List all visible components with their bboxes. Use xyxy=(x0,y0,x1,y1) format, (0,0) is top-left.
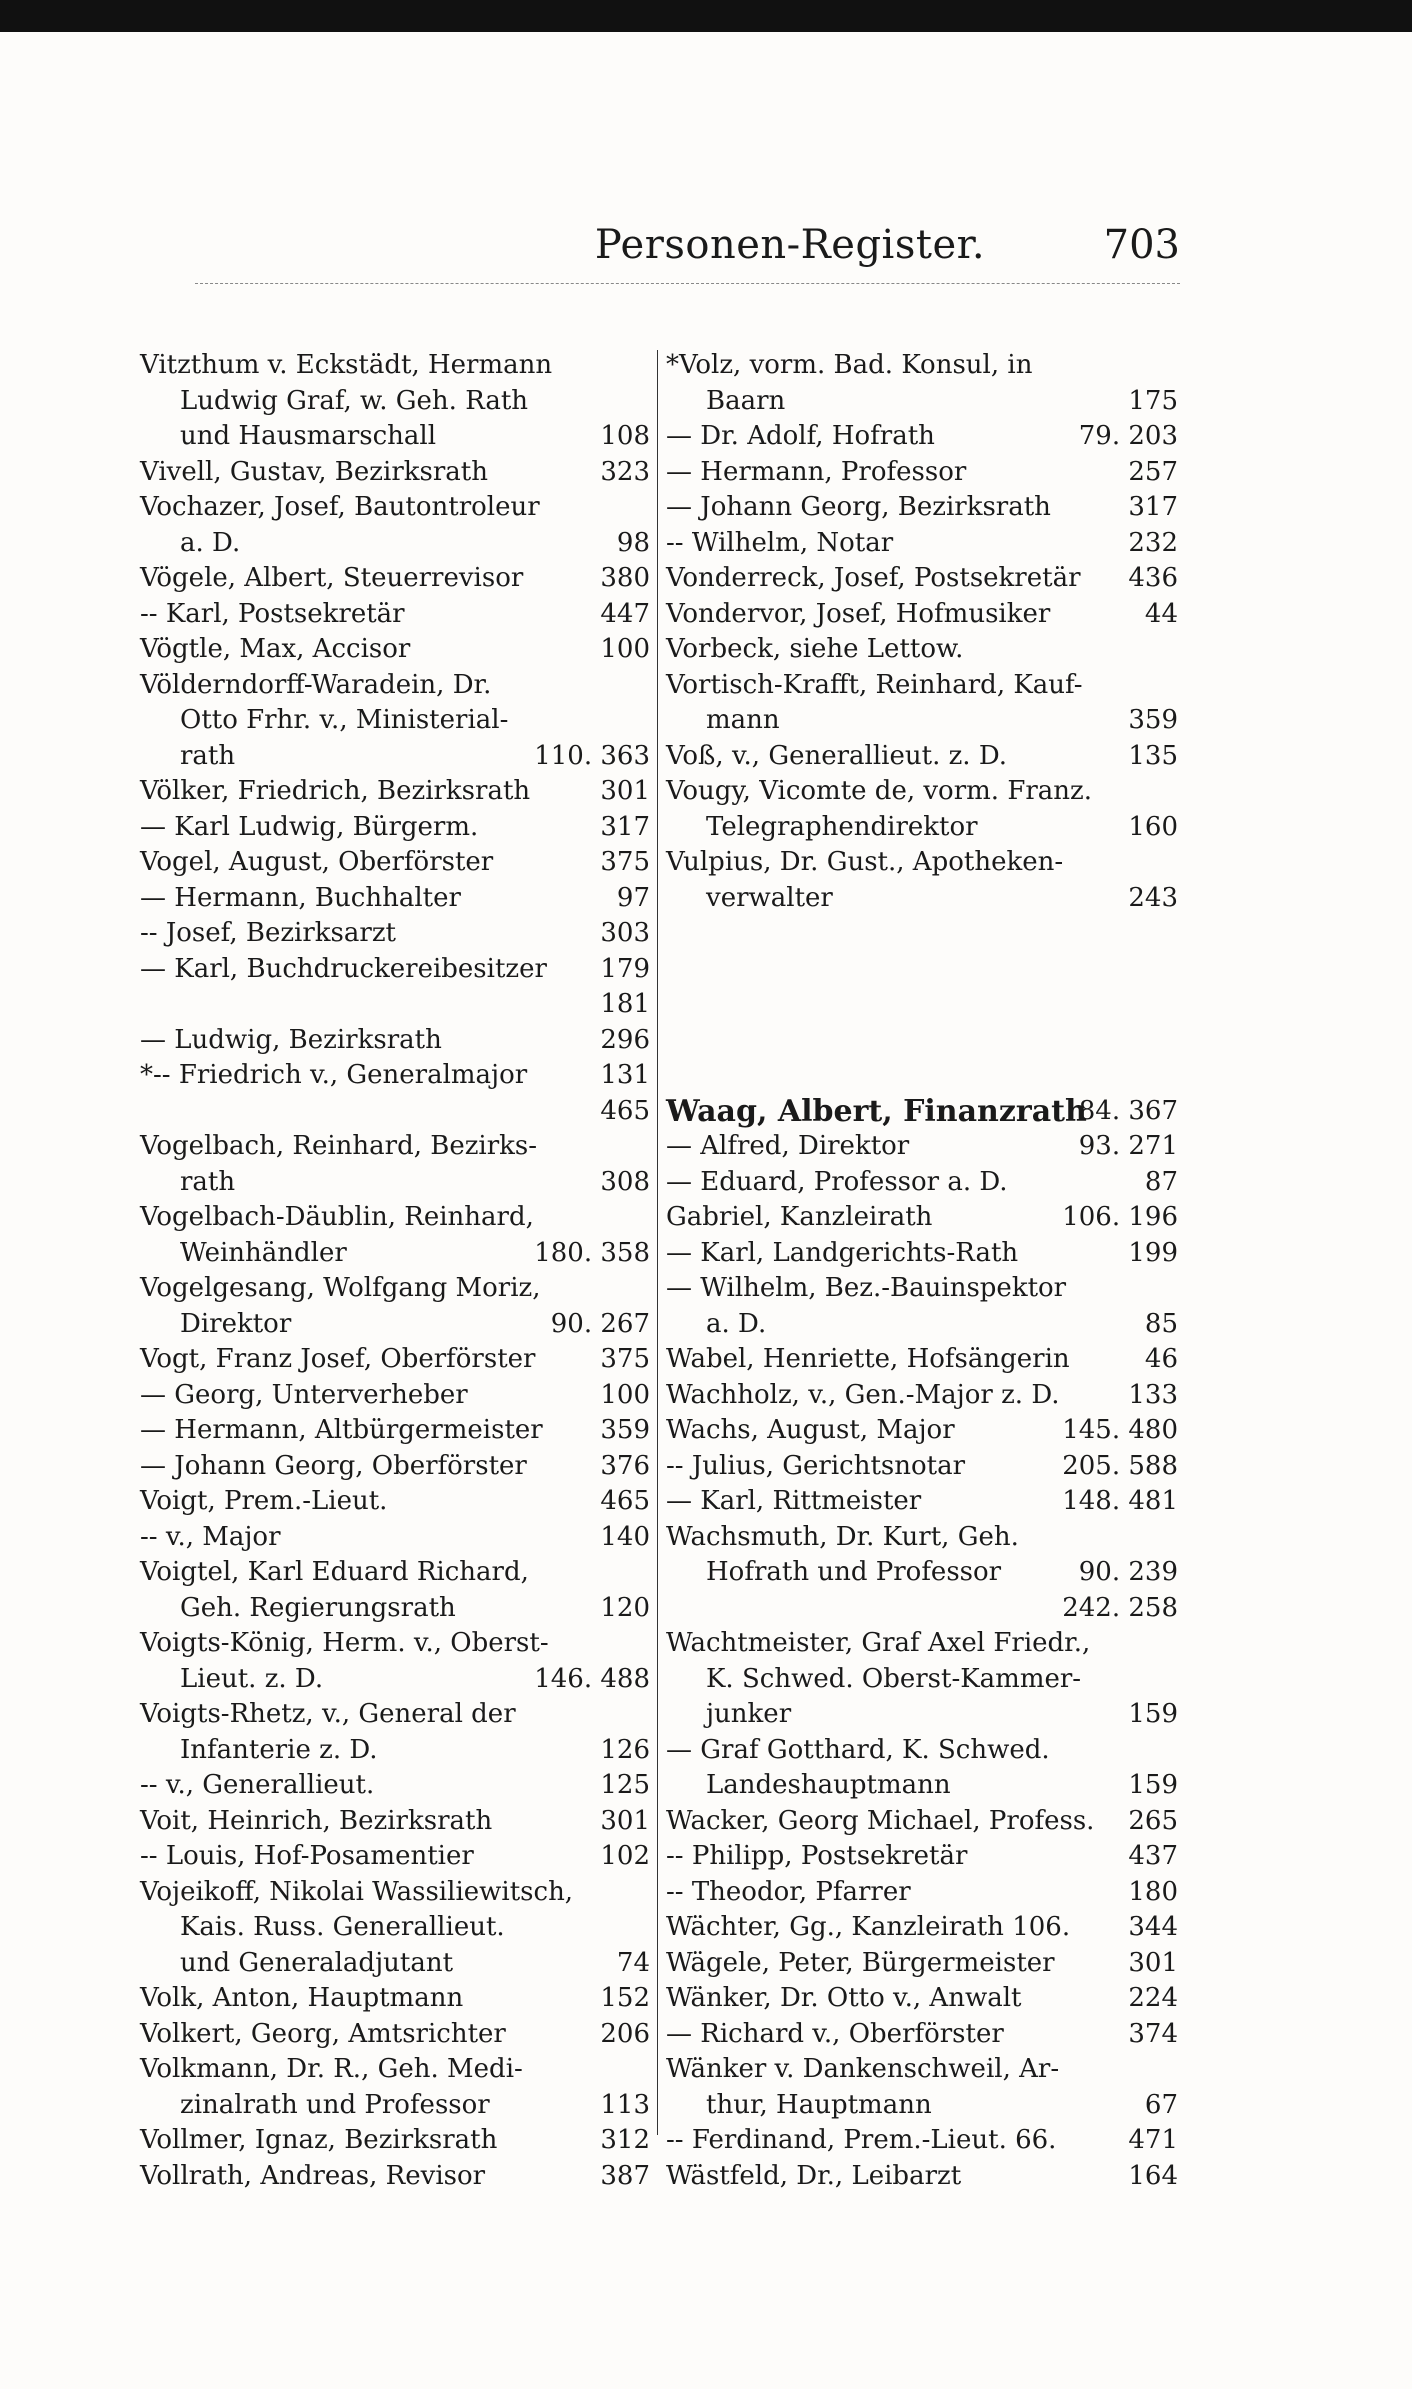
entry-text: — Karl, Landgerichts-Rath xyxy=(666,1237,1019,1268)
entry-text: Wacker, Georg Michael, Profess. xyxy=(666,1805,1095,1836)
entry-text: thur, Hauptmann xyxy=(706,2089,932,2120)
register-entry xyxy=(666,1804,1178,1840)
register-entry xyxy=(140,881,650,917)
entry-page-ref: 359 xyxy=(1128,705,1178,735)
register-entry xyxy=(140,526,650,562)
entry-text: Volk, Anton, Hauptmann xyxy=(140,1983,464,2013)
entry-text: Wachholz, v., Gen.-Major z. D. xyxy=(666,1379,1060,1410)
entry-page-ref: 317 xyxy=(600,811,650,842)
entry-text: Voigtel, Karl Eduard Richard, xyxy=(140,1557,529,1587)
entry-page-ref: 46 xyxy=(1144,1344,1178,1374)
entry-text: -- Julius, Gerichtsnotar xyxy=(666,1450,966,1481)
entry-text: zinalrath und Professor xyxy=(180,2089,490,2120)
register-entry xyxy=(666,1200,1178,1236)
register-entry xyxy=(666,1484,1178,1520)
entry-page-ref: 437 xyxy=(1128,1841,1178,1871)
entry-page-ref: 471 xyxy=(1128,2125,1178,2155)
register-entry xyxy=(140,1697,650,1733)
register-entry xyxy=(666,2017,1178,2053)
entry-page-ref: 164 xyxy=(1128,2160,1178,2191)
entry-page-ref: 175 xyxy=(1128,385,1178,416)
register-entry xyxy=(666,561,1178,597)
entry-text: Kais. Russ. Generallieut. xyxy=(180,1912,505,1942)
register-entry xyxy=(666,703,1178,739)
entry-page-ref: 74 xyxy=(616,1947,650,1978)
register-entry xyxy=(666,1662,1178,1698)
entry-text: Gabriel, Kanzleirath xyxy=(666,1202,933,1232)
entry-text: rath xyxy=(180,1166,236,1197)
register-entry xyxy=(666,1094,1178,1130)
register-entry xyxy=(140,1413,650,1449)
register-entry xyxy=(140,845,650,881)
entry-page-ref: 205. 588 xyxy=(1062,1450,1178,1481)
entry-text: — Hermann, Professor xyxy=(666,456,967,487)
entry-page-ref: 465 xyxy=(600,1095,650,1126)
entry-text: — Karl, Rittmeister xyxy=(666,1486,922,1516)
right-column xyxy=(666,348,1178,2194)
entry-text: Vogt, Franz Josef, Oberförster xyxy=(140,1344,536,1374)
entry-text: Wächter, Gg., Kanzleirath 106. xyxy=(666,1912,1071,1942)
entry-text: Ludwig Graf, w. Geh. Rath xyxy=(180,385,529,416)
entry-page-ref: 152 xyxy=(600,1983,650,2013)
register-entry xyxy=(140,1555,650,1591)
entry-text: -- Philipp, Postsekretär xyxy=(666,1841,968,1871)
entry-text: Voß, v., Generallieut. z. D. xyxy=(666,740,1008,771)
register-entry xyxy=(666,1520,1178,1556)
register-entry xyxy=(140,2017,650,2053)
register-entry xyxy=(666,597,1178,633)
entry-page-ref: 79. 203 xyxy=(1078,421,1178,451)
register-entry xyxy=(140,1271,650,1307)
register-entry xyxy=(666,1626,1178,1662)
entry-page-ref: 317 xyxy=(1128,492,1178,522)
register-entry xyxy=(140,987,650,1023)
entry-text: Wabel, Henriette, Hofsängerin xyxy=(666,1344,1070,1374)
register-entry xyxy=(666,810,1178,846)
register-entry xyxy=(666,1307,1178,1343)
page-number: 703 xyxy=(1103,222,1180,268)
register-entry xyxy=(140,1981,650,2017)
entry-text: Vögtle, Max, Accisor xyxy=(140,634,411,664)
entry-page-ref: 135 xyxy=(1128,740,1178,771)
register-entry xyxy=(140,1768,650,1804)
entry-text: und Generaladjutant xyxy=(180,1947,454,1978)
entry-page-ref: 206 xyxy=(600,2018,650,2049)
register-entry xyxy=(666,1058,1178,1094)
register-entry xyxy=(666,1555,1178,1591)
register-entry xyxy=(666,348,1178,384)
register-entry xyxy=(666,916,1178,952)
register-entry xyxy=(666,1413,1178,1449)
entry-text: -- Karl, Postsekretär xyxy=(140,598,405,629)
register-entry xyxy=(140,1129,650,1165)
entry-page-ref: 374 xyxy=(1128,2018,1178,2049)
scan-top-border xyxy=(0,0,1412,32)
entry-page-ref: 87 xyxy=(1144,1166,1178,1197)
entry-text: -- Wilhelm, Notar xyxy=(666,527,894,558)
entry-text: — Alfred, Direktor xyxy=(666,1131,910,1161)
entry-text: mann xyxy=(706,705,780,735)
page-title: Personen-Register. xyxy=(594,222,986,268)
entry-text: Vorbeck, siehe Lettow. xyxy=(666,634,964,664)
entry-page-ref: 375 xyxy=(600,847,650,877)
entry-text: Vogelgesang, Wolfgang Moriz, xyxy=(140,1273,541,1303)
entry-text: Vogelbach-Däublin, Reinhard, xyxy=(140,1202,534,1232)
entry-page-ref: 380 xyxy=(600,563,650,593)
entry-text: -- Louis, Hof-Posamentier xyxy=(140,1841,474,1871)
register-entry xyxy=(140,810,650,846)
register-entry xyxy=(666,881,1178,917)
entry-page-ref: 447 xyxy=(600,598,650,629)
entry-page-ref: 125 xyxy=(600,1770,650,1800)
entry-page-ref: 98 xyxy=(616,527,650,558)
register-entry xyxy=(666,1342,1178,1378)
register-entry xyxy=(666,1946,1178,1982)
entry-text: Vonderreck, Josef, Postsekretär xyxy=(666,563,1081,593)
register-entry xyxy=(140,1946,650,1982)
register-entry xyxy=(140,774,650,810)
entry-text: Vivell, Gustav, Bezirksrath xyxy=(140,456,488,487)
register-entry xyxy=(666,632,1178,668)
entry-page-ref: 436 xyxy=(1128,563,1178,593)
register-entry xyxy=(140,2123,650,2159)
entry-text: Vögele, Albert, Steuerrevisor xyxy=(140,563,524,593)
register-entry xyxy=(140,1378,650,1414)
entry-page-ref: 224 xyxy=(1128,1983,1178,2013)
entry-text: Voigts-König, Herm. v., Oberst- xyxy=(140,1628,549,1658)
entry-text: — Dr. Adolf, Hofrath xyxy=(666,421,935,451)
entry-text: Baarn xyxy=(706,385,786,416)
entry-page-ref: 344 xyxy=(1128,1912,1178,1942)
entry-page-ref: 126 xyxy=(600,1734,650,1765)
register-entry xyxy=(666,1697,1178,1733)
entry-text: Vitzthum v. Eckstädt, Hermann xyxy=(140,350,553,380)
entry-text: K. Schwed. Oberst-Kammer- xyxy=(706,1663,1082,1694)
register-entry xyxy=(666,1839,1178,1875)
entry-page-ref: 296 xyxy=(600,1024,650,1055)
register-entry xyxy=(666,2123,1178,2159)
entry-text: -- Josef, Bezirksarzt xyxy=(140,918,396,948)
entry-page-ref: 375 xyxy=(600,1344,650,1374)
entry-text: Wachsmuth, Dr. Kurt, Geh. xyxy=(666,1521,1019,1552)
register-entry xyxy=(666,1733,1178,1769)
entry-page-ref: 145. 480 xyxy=(1062,1415,1178,1445)
page-header xyxy=(480,222,1180,278)
entry-page-ref: 120 xyxy=(600,1592,650,1623)
register-entry xyxy=(140,1804,650,1840)
entry-text: Vollmer, Ignaz, Bezirksrath xyxy=(140,2125,498,2155)
entry-text: Vollrath, Andreas, Revisor xyxy=(140,2160,486,2191)
entry-text: — Karl Ludwig, Bürgerm. xyxy=(140,811,479,842)
register-entry xyxy=(140,1023,650,1059)
register-entry xyxy=(666,1378,1178,1414)
register-entry xyxy=(140,1910,650,1946)
entry-text: -- Ferdinand, Prem.-Lieut. 66. xyxy=(666,2125,1057,2155)
entry-page-ref: 133 xyxy=(1128,1379,1178,1410)
entry-text: Weinhändler xyxy=(180,1237,347,1268)
entry-page-ref: 199 xyxy=(1128,1237,1178,1268)
register-entry xyxy=(140,1236,650,1272)
register-entry xyxy=(140,1875,650,1911)
register-entry xyxy=(666,1165,1178,1201)
entry-text: junker xyxy=(706,1699,792,1729)
register-entry xyxy=(140,2088,650,2124)
register-entry xyxy=(666,1875,1178,1911)
entry-page-ref: 301 xyxy=(1128,1947,1178,1978)
register-entry xyxy=(666,1023,1178,1059)
register-entry xyxy=(666,526,1178,562)
register-entry xyxy=(140,2159,650,2195)
entry-text: Vochazer, Josef, Bautontroleur xyxy=(140,492,540,522)
entry-page-ref: 100 xyxy=(600,634,650,664)
entry-text: Infanterie z. D. xyxy=(180,1734,378,1765)
entry-page-ref: 180 xyxy=(1128,1876,1178,1907)
register-entry xyxy=(666,1129,1178,1165)
register-entry xyxy=(140,1626,650,1662)
register-entry xyxy=(140,561,650,597)
register-entry xyxy=(140,490,650,526)
register-entry xyxy=(666,739,1178,775)
entry-text: Vulpius, Dr. Gust., Apotheken- xyxy=(666,847,1064,877)
entry-page-ref: 312 xyxy=(600,2125,650,2155)
entry-text: — Wilhelm, Bez.-Bauinspektor xyxy=(666,1273,1067,1303)
entry-text: Voigt, Prem.-Lieut. xyxy=(140,1486,388,1516)
entry-text: Otto Frhr. v., Ministerial- xyxy=(180,705,509,735)
register-entry xyxy=(666,668,1178,704)
register-entry xyxy=(140,1165,650,1201)
register-entry xyxy=(666,1236,1178,1272)
entry-text: verwalter xyxy=(706,882,833,913)
entry-text: Voit, Heinrich, Bezirksrath xyxy=(140,1805,493,1836)
register-entry xyxy=(140,703,650,739)
register-entry xyxy=(140,348,650,384)
entry-text: Hofrath und Professor xyxy=(706,1557,1002,1587)
entry-page-ref: 359 xyxy=(600,1415,650,1445)
entry-page-ref: 113 xyxy=(600,2089,650,2120)
register-entry xyxy=(140,1449,650,1485)
register-entry xyxy=(140,2052,650,2088)
register-entry xyxy=(666,490,1178,526)
entry-page-ref: 106. 196 xyxy=(1062,1202,1178,1232)
entry-page-ref: 148. 481 xyxy=(1062,1486,1178,1516)
register-entry xyxy=(140,1094,650,1130)
register-entry xyxy=(140,1733,650,1769)
entry-text: *Volz, vorm. Bad. Konsul, in xyxy=(666,350,1033,380)
entry-text: — Eduard, Professor a. D. xyxy=(666,1166,1008,1197)
entry-page-ref: 100 xyxy=(600,1379,650,1410)
entry-page-ref: 181 xyxy=(600,989,650,1019)
entry-page-ref: 180. 358 xyxy=(534,1237,650,1268)
entry-text: Wachs, August, Major xyxy=(666,1415,955,1445)
entry-text: Völderndorff-Waradein, Dr. xyxy=(140,669,492,700)
register-entry xyxy=(140,419,650,455)
entry-text: Waag, Albert, Finanzrath xyxy=(666,1093,1087,1129)
register-entry xyxy=(140,1342,650,1378)
entry-text: a. D. xyxy=(706,1308,767,1339)
register-entry xyxy=(666,1981,1178,2017)
entry-text: Vogel, August, Oberförster xyxy=(140,847,494,877)
entry-page-ref: 301 xyxy=(600,776,650,806)
register-entry xyxy=(666,1768,1178,1804)
entry-page-ref: 159 xyxy=(1128,1770,1178,1800)
entry-page-ref: 90. 267 xyxy=(550,1308,650,1339)
entry-page-ref: 67 xyxy=(1144,2089,1178,2120)
entry-text: -- v., Major xyxy=(140,1521,281,1552)
entry-text: Vojeikoff, Nikolai Wassiliewitsch, xyxy=(140,1876,574,1907)
register-entry xyxy=(140,952,650,988)
register-entry xyxy=(140,1058,650,1094)
entry-page-ref: 376 xyxy=(600,1450,650,1481)
entry-page-ref: 323 xyxy=(600,456,650,487)
register-entry xyxy=(140,1591,650,1627)
entry-page-ref: 90. 239 xyxy=(1078,1557,1178,1587)
entry-text: Telegraphendirektor xyxy=(706,811,978,842)
entry-text: Wästfeld, Dr., Leibarzt xyxy=(666,2160,962,2191)
entry-page-ref: 179 xyxy=(600,953,650,984)
entry-text: — Hermann, Altbürgermeister xyxy=(140,1415,543,1445)
entry-text: — Johann Georg, Oberförster xyxy=(140,1450,527,1481)
register-entry xyxy=(140,1520,650,1556)
register-entry xyxy=(666,2088,1178,2124)
entry-text: Vortisch-Krafft, Reinhard, Kauf- xyxy=(666,669,1083,700)
entry-page-ref: 110. 363 xyxy=(534,740,650,771)
register-entry xyxy=(140,455,650,491)
entry-text: Volkert, Georg, Amtsrichter xyxy=(140,2018,506,2049)
column-divider xyxy=(657,350,658,2135)
entry-page-ref: 93. 271 xyxy=(1078,1131,1178,1161)
entry-text: *-- Friedrich v., Generalmajor xyxy=(140,1060,528,1090)
entry-page-ref: 387 xyxy=(600,2160,650,2191)
entry-text: — Georg, Unterverheber xyxy=(140,1379,468,1410)
register-entry xyxy=(140,384,650,420)
entry-page-ref: 140 xyxy=(600,1521,650,1552)
entry-page-ref: 160 xyxy=(1128,811,1178,842)
entry-text: Direktor xyxy=(180,1308,292,1339)
register-entry xyxy=(140,597,650,633)
entry-page-ref: 102 xyxy=(600,1841,650,1871)
register-entry xyxy=(666,1591,1178,1627)
register-entry xyxy=(666,952,1178,988)
entry-page-ref: 97 xyxy=(616,882,650,913)
entry-text: -- Theodor, Pfarrer xyxy=(666,1876,911,1907)
entry-text: Vondervor, Josef, Hofmusiker xyxy=(666,598,1051,629)
entry-text: Lieut. z. D. xyxy=(180,1663,324,1694)
entry-page-ref: 242. 258 xyxy=(1062,1592,1178,1623)
entry-page-ref: 85 xyxy=(1144,1308,1178,1339)
register-entry xyxy=(666,2052,1178,2088)
entry-text: Völker, Friedrich, Bezirksrath xyxy=(140,776,531,806)
register-entry xyxy=(666,845,1178,881)
entry-page-ref: 44 xyxy=(1144,598,1178,629)
register-entry xyxy=(140,632,650,668)
register-entry xyxy=(140,739,650,775)
register-entry xyxy=(140,1484,650,1520)
entry-page-ref: 146. 488 xyxy=(534,1663,650,1694)
entry-text: — Graf Gotthard, K. Schwed. xyxy=(666,1734,1050,1765)
register-entry xyxy=(666,1449,1178,1485)
entry-text: — Hermann, Buchhalter xyxy=(140,882,461,913)
register-entry xyxy=(140,916,650,952)
entry-text: und Hausmarschall xyxy=(180,421,437,451)
register-entry xyxy=(140,1307,650,1343)
header-rule xyxy=(195,283,1180,284)
entry-text: Wägele, Peter, Bürgermeister xyxy=(666,1947,1055,1978)
entry-page-ref: 265 xyxy=(1128,1805,1178,1836)
entry-text: Geh. Regierungsrath xyxy=(180,1592,456,1623)
entry-text: Volkmann, Dr. R., Geh. Medi- xyxy=(140,2054,523,2084)
entry-text: Wachtmeister, Graf Axel Friedr., xyxy=(666,1628,1091,1658)
entry-page-ref: 84. 367 xyxy=(1078,1095,1178,1126)
register-entry xyxy=(666,774,1178,810)
entry-text: — Johann Georg, Bezirksrath xyxy=(666,492,1051,522)
entry-text: Wänker v. Dankenschweil, Ar- xyxy=(666,2054,1060,2084)
register-entry xyxy=(666,1271,1178,1307)
entry-text: Wänker, Dr. Otto v., Anwalt xyxy=(666,1983,1022,2013)
entry-page-ref: 108 xyxy=(600,421,650,451)
entry-page-ref: 301 xyxy=(600,1805,650,1836)
register-entry xyxy=(666,987,1178,1023)
entry-page-ref: 232 xyxy=(1128,527,1178,558)
entry-page-ref: 257 xyxy=(1128,456,1178,487)
register-entry xyxy=(666,419,1178,455)
entry-text: Landeshauptmann xyxy=(706,1770,951,1800)
register-entry xyxy=(666,1910,1178,1946)
left-column xyxy=(140,348,650,2194)
entry-text: rath xyxy=(180,740,236,771)
entry-text: -- v., Generallieut. xyxy=(140,1770,375,1800)
entry-page-ref: 303 xyxy=(600,918,650,948)
entry-page-ref: 465 xyxy=(600,1486,650,1516)
entry-page-ref: 159 xyxy=(1128,1699,1178,1729)
register-entry xyxy=(666,2159,1178,2195)
entry-text: — Karl, Buchdruckereibesitzer xyxy=(140,953,547,984)
register-entry xyxy=(140,1839,650,1875)
entry-page-ref: 243 xyxy=(1128,882,1178,913)
entry-text: — Ludwig, Bezirksrath xyxy=(140,1024,442,1055)
register-entry xyxy=(666,384,1178,420)
entry-page-ref: 308 xyxy=(600,1166,650,1197)
entry-text: — Richard v., Oberförster xyxy=(666,2018,1004,2049)
entry-text: Vougy, Vicomte de, vorm. Franz. xyxy=(666,776,1092,806)
entry-text: Voigts-Rhetz, v., General der xyxy=(140,1699,516,1729)
entry-text: a. D. xyxy=(180,527,241,558)
entry-text: Vogelbach, Reinhard, Bezirks- xyxy=(140,1131,538,1161)
register-entry xyxy=(140,668,650,704)
entry-page-ref: 131 xyxy=(600,1060,650,1090)
register-entry xyxy=(140,1662,650,1698)
register-entry xyxy=(140,1200,650,1236)
register-entry xyxy=(666,455,1178,491)
